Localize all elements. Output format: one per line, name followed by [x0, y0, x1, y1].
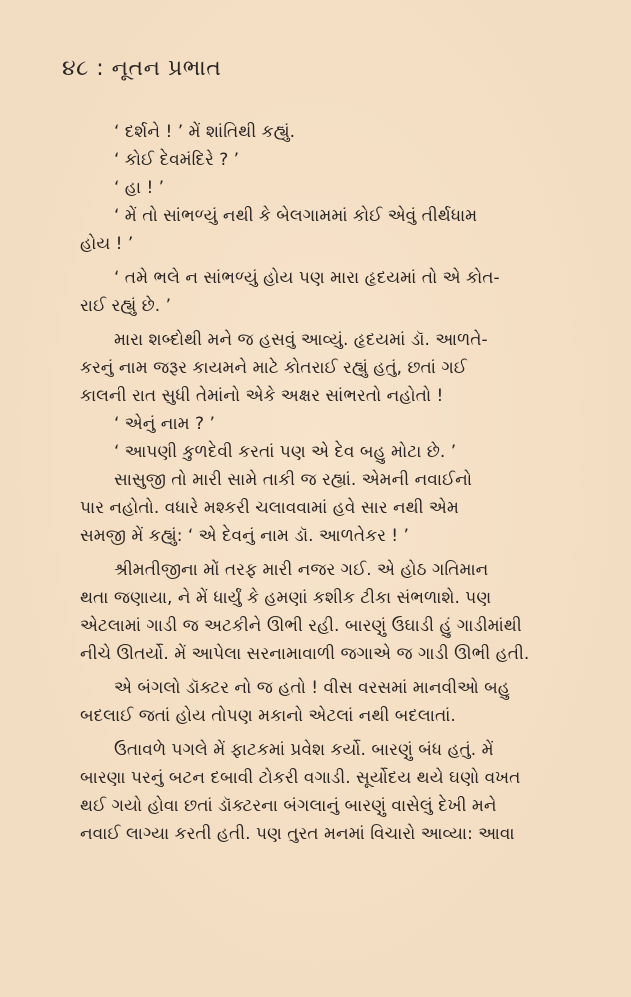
text-line: થઈ ગયો હોવા છતાં ડૉક્ટરના બંગલાનું બારણું વાસેલું દેખી મને: [80, 796, 497, 816]
book-title: નૂતન પ્રભાત: [111, 56, 222, 81]
text-line: હોય ! ’: [80, 234, 134, 254]
text-line: ઉતાવળે પગલે મેં ફાટકમાં પ્રવેશ કર્યો. બારણું બંધ હતું. મેં: [114, 740, 494, 760]
text-line: ‘ આપણી કુળદેવી કરતાં પણ એ દેવ બહુ મોટા છે. ’: [114, 442, 457, 462]
text-line: ‘ કોઈ દેવમંદિરે ? ’: [114, 150, 240, 170]
text-line: સાસુજી તો મારી સામે તાકી જ રહ્યાં. એમની નવાઈનો: [114, 470, 473, 490]
text-line: બદલાઈ જતાં હોય તોપણ મકાનો એટલાં નથી બદલાતાં.: [80, 706, 456, 726]
text-line: બારણા પરનું બટન દબાવી ટોકરી વગાડી. સૂર્યોદય થયે ઘણો વખત: [80, 768, 521, 788]
text-line: એ બંગલો ડૉક્ટર નો જ હતો ! વીસ વરસમાં માનવીઓ બહુ: [114, 678, 510, 698]
text-line: નવાઈ લાગ્યા કરતી હતી. પણ તુરત મનમાં વિચારો આવ્યા: આવા: [80, 824, 515, 844]
running-header: [62, 56, 221, 81]
text-line: મારા શબ્દોથી મને જ હસવું આવ્યું. હૃદયમાં ડૉ. આળતે-: [114, 330, 488, 350]
text-line: નીચે ઊતર્યો. મેં આપેલા સરનામાવાળી જગાએ જ ગાડી ઊભી હતી.: [80, 644, 530, 664]
page-number: ૪૮: [62, 56, 89, 81]
header-separator: :: [96, 56, 105, 81]
text-line: એટલામાં ગાડી જ અટકીને ઊભી રહી. બારણું ઉઘાડી હું ગાડીમાંથી: [80, 616, 522, 636]
page-body-text: [80, 118, 568, 848]
text-line: સમજી મેં કહ્યું: ‘ એ દેવનું નામ ડૉ. આળતેકર ! ’: [80, 526, 409, 546]
text-line: ‘ એનું નામ ? ’: [114, 414, 215, 434]
text-line: પાર નહોતો. વધારે મશ્કરી ચલાવવામાં હવે સાર નથી એમ: [80, 498, 459, 518]
text-line: ‘ મેં તો સાંભળ્યું નથી કે બેલગામમાં કોઈ એવું તીર્થધામ: [114, 206, 478, 226]
text-line: ‘ હા ! ’: [114, 178, 165, 198]
text-line: કાલની રાત સુધી તેમાંનો એકે અક્ષર સાંભરતો નહોતો !: [80, 386, 444, 406]
text-line: શ્રીમતીજીના મોં તરફ મારી નજર ગઈ. એ હોઠ ગતિમાન: [114, 560, 489, 580]
text-line: ‘ દર્શને ! ’ મેં શાંતિથી કહ્યું.: [114, 122, 296, 142]
text-line: કરનું નામ જરૂર કાયમને માટે કોતરાઈ રહ્યું હતું, છતાં ગઈ: [80, 358, 467, 378]
text-line: રાઈ રહ્યું છે. ’: [80, 296, 172, 316]
text-line: થતા જણાયા, ને મેં ધાર્યું કે હમણાં કશીક ટીકા સંભળાશે. પણ: [80, 588, 492, 608]
text-line: ‘ તમે ભલે ન સાંભળ્યું હોય પણ મારા હૃદયમાં તો એ કોત-: [114, 268, 500, 288]
